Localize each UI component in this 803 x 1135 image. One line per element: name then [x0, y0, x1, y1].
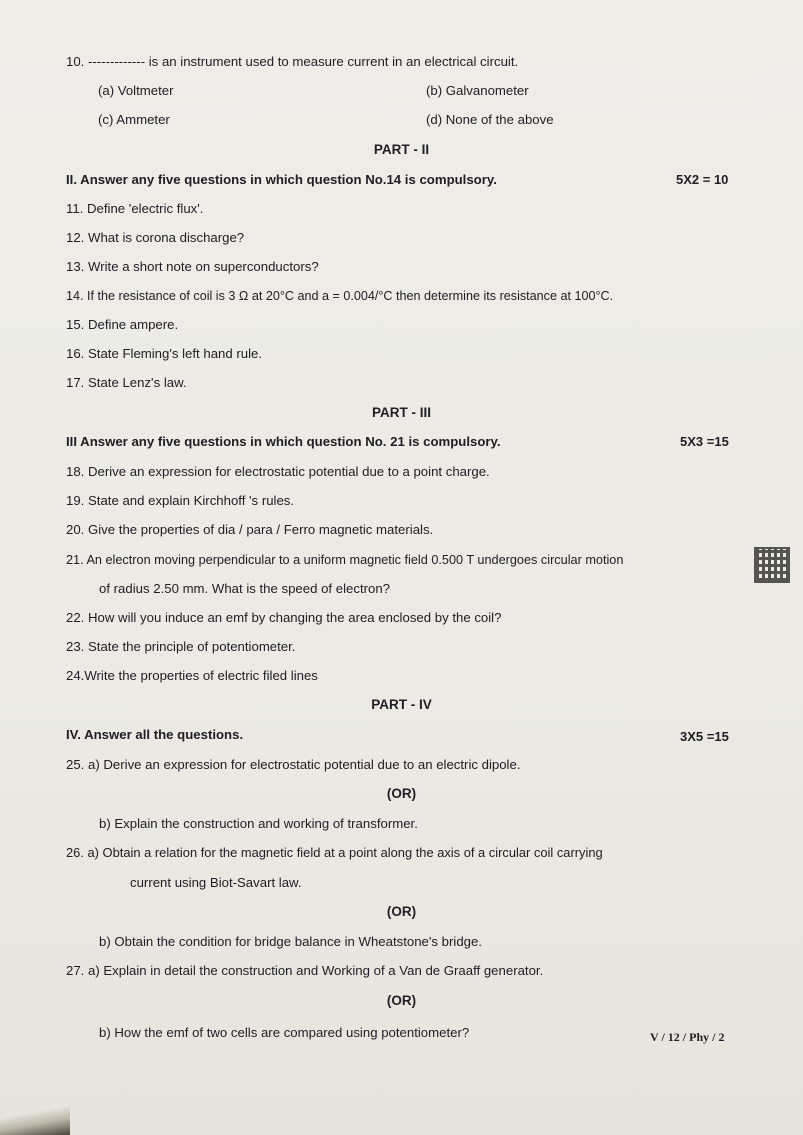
- part-4-instruction: IV. Answer all the questions.: [66, 727, 244, 742]
- question-22: 22. How will you induce an emf by changing the area enclosed by the coil?: [66, 610, 502, 625]
- question-11: 11. Define 'electric flux'.: [66, 201, 204, 216]
- part-4-marks: 3X5 =15: [680, 729, 729, 744]
- part-2-title: PART - II: [373, 142, 430, 157]
- part-4-title: PART - IV: [371, 697, 432, 712]
- question-25a: 25. a) Derive an expression for electrostatic potential due to an electric dipole.: [66, 757, 521, 772]
- part-3-instruction: III Answer any five questions in which question No. 21 is compulsory.: [66, 434, 501, 449]
- question-26a: 26. a) Obtain a relation for the magnetic field at a point along the axis of a circular coil carrying: [66, 845, 603, 860]
- qr-code-icon: [754, 547, 790, 583]
- question-10: 10. ------------- is an instrument used to measure current in an electrical circuit.: [66, 54, 519, 69]
- question-14: 14. If the resistance of coil is 3 Ω at 20°C and a = 0.004/°C then determine its resistance at 100°C.: [66, 289, 614, 303]
- q10-option-d: (d) None of the above: [426, 112, 554, 127]
- q10-option-c: (c) Ammeter: [98, 112, 170, 127]
- q10-option-b: (b) Galvanometer: [426, 83, 529, 98]
- question-19: 19. State and explain Kirchhoff 's rules.: [66, 493, 295, 508]
- page-shadow: [0, 1105, 70, 1135]
- or-separator-26: (OR): [386, 904, 417, 919]
- question-15: 15. Define ampere.: [66, 317, 179, 332]
- question-21-cont: of radius 2.50 mm. What is the speed of electron?: [99, 581, 391, 596]
- question-17: 17. State Lenz's law.: [66, 375, 187, 390]
- question-23: 23. State the principle of potentiometer.: [66, 639, 296, 654]
- question-12: 12. What is corona discharge?: [66, 230, 245, 245]
- or-separator-27: (OR): [386, 993, 417, 1008]
- q10-option-a: (a) Voltmeter: [98, 83, 174, 98]
- question-24: 24.Write the properties of electric filed lines: [66, 668, 318, 683]
- question-16: 16. State Fleming's left hand rule.: [66, 346, 263, 361]
- question-25b: b) Explain the construction and working of transformer.: [99, 816, 418, 831]
- question-20: 20. Give the properties of dia / para / Ferro magnetic materials.: [66, 522, 434, 537]
- question-26a-cont: current using Biot-Savart law.: [130, 875, 302, 890]
- part-3-marks: 5X3 =15: [680, 434, 729, 449]
- paper-code: V / 12 / Phy / 2: [650, 1030, 725, 1044]
- part-3-title: PART - III: [372, 405, 431, 420]
- question-21: 21. An electron moving perpendicular to a uniform magnetic field 0.500 T undergoes circular motion: [66, 553, 624, 567]
- question-27a: 27. a) Explain in detail the construction and Working of a Van de Graaff generator.: [66, 963, 544, 978]
- question-27b: b) How the emf of two cells are compared using potentiometer?: [99, 1025, 470, 1040]
- part-2-marks: 5X2 = 10: [676, 172, 729, 187]
- question-13: 13. Write a short note on superconductors?: [66, 259, 319, 274]
- question-18: 18. Derive an expression for electrostatic potential due to a point charge.: [66, 464, 490, 479]
- part-2-instruction: II. Answer any five questions in which question No.14 is compulsory.: [66, 172, 497, 187]
- or-separator-25: (OR): [386, 786, 417, 801]
- question-26b: b) Obtain the condition for bridge balance in Wheatstone's bridge.: [99, 934, 482, 949]
